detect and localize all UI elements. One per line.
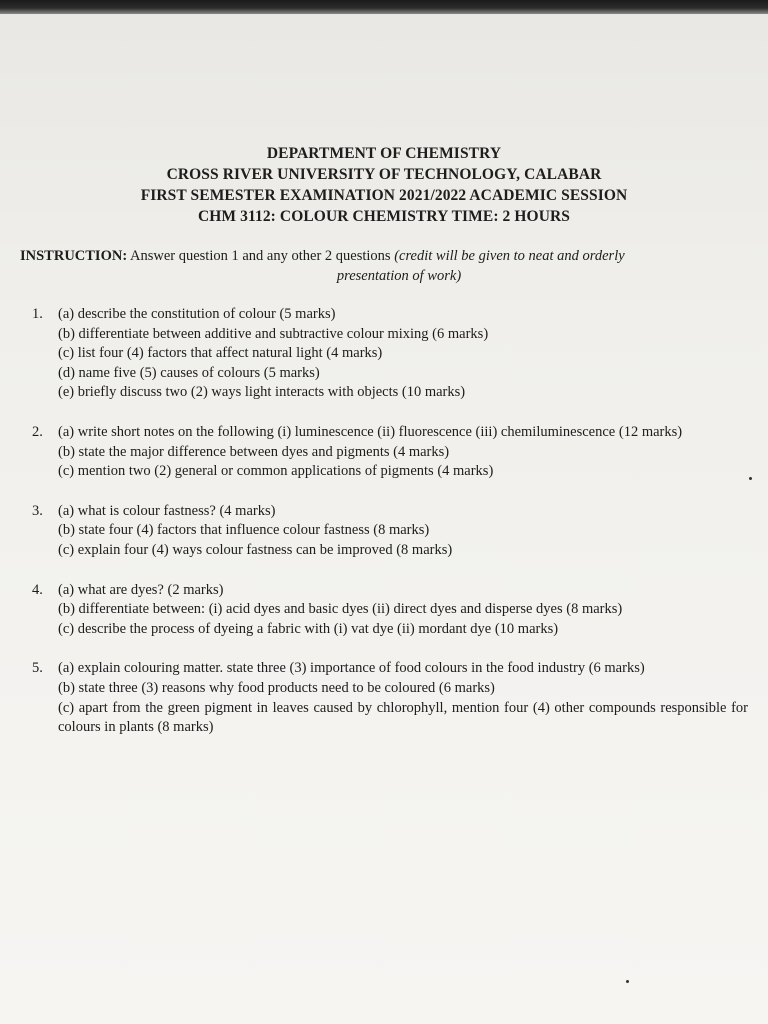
question-number: 5. [32, 660, 43, 677]
question-part: (c) describe the process of dyeing a fabric with (i) vat dye (ii) mordant dye (10 marks) [58, 620, 559, 637]
question-part: (b) differentiate between: (i) acid dyes and basic dyes (ii) direct dyes and disperse dyes (8 marks) [58, 601, 623, 618]
question-number: 1. [32, 306, 43, 322]
question-part: (c) apart from the green pigment in leaves caused by chlorophyll, mention four (4) other compounds responsible for colours in plants (8 marks) [58, 699, 748, 736]
exam-header [0, 143, 768, 227]
question-4 [32, 581, 748, 640]
question-part: (b) state three (3) reasons why food products need to be coloured (6 marks) [58, 679, 495, 696]
instruction-credit-note: (credit will be given to neat and orderly [394, 248, 625, 264]
question-3 [32, 502, 748, 561]
question-number: 3. [32, 502, 43, 519]
exam-session: FIRST SEMESTER EXAMINATION 2021/2022 ACADEMIC SESSION [140, 187, 628, 204]
question-part: (a) what are dyes? (2 marks) [58, 581, 224, 598]
question-part: (e) briefly discuss two (2) ways light interacts with objects (10 marks) [58, 384, 466, 401]
question-number: 4. [32, 581, 43, 598]
stray-mark [626, 980, 629, 983]
question-part: (d) name five (5) causes of colours (5 marks) [58, 364, 320, 381]
instruction-label: INSTRUCTION: [20, 248, 128, 264]
question-part: (a) explain colouring matter. state three (3) importance of food colours in the food industry (6 marks) [58, 660, 645, 677]
question-part: (c) explain four (4) ways colour fastness can be improved (8 marks) [58, 541, 453, 558]
question-2 [32, 423, 748, 482]
question-part: (b) state the major difference between dyes and pigments (4 marks) [58, 443, 450, 460]
question-1 [32, 305, 748, 403]
question-part: (b) state four (4) factors that influence colour fastness (8 marks) [58, 522, 430, 539]
question-5 [32, 659, 748, 737]
question-list [32, 305, 748, 758]
instruction-text: Answer question 1 and any other 2 questions [130, 248, 391, 264]
question-part: (a) describe the constitution of colour (5 marks) [58, 306, 336, 322]
question-part: (c) list four (4) factors that affect natural light (4 marks) [58, 345, 383, 362]
university-name: CROSS RIVER UNIVERSITY OF TECHNOLOGY, CALABAR [166, 166, 602, 183]
instruction-credit-note-end: presentation of work) [336, 268, 462, 284]
question-part: (a) what is colour fastness? (4 marks) [58, 502, 276, 519]
course-title: CHM 3112: COLOUR CHEMISTRY TIME: 2 HOURS [197, 208, 571, 225]
instruction-block [20, 246, 748, 286]
question-number: 2. [32, 423, 43, 440]
stray-mark [749, 477, 752, 480]
question-part: (b) differentiate between additive and subtractive colour mixing (6 marks) [58, 325, 489, 342]
question-part: (a) write short notes on the following (i) luminescence (ii) fluorescence (iii) chemiluminescence (12 marks) [58, 423, 683, 440]
question-part: (c) mention two (2) general or common applications of pigments (4 marks) [58, 463, 494, 480]
department-title: DEPARTMENT OF CHEMISTRY [266, 145, 502, 162]
